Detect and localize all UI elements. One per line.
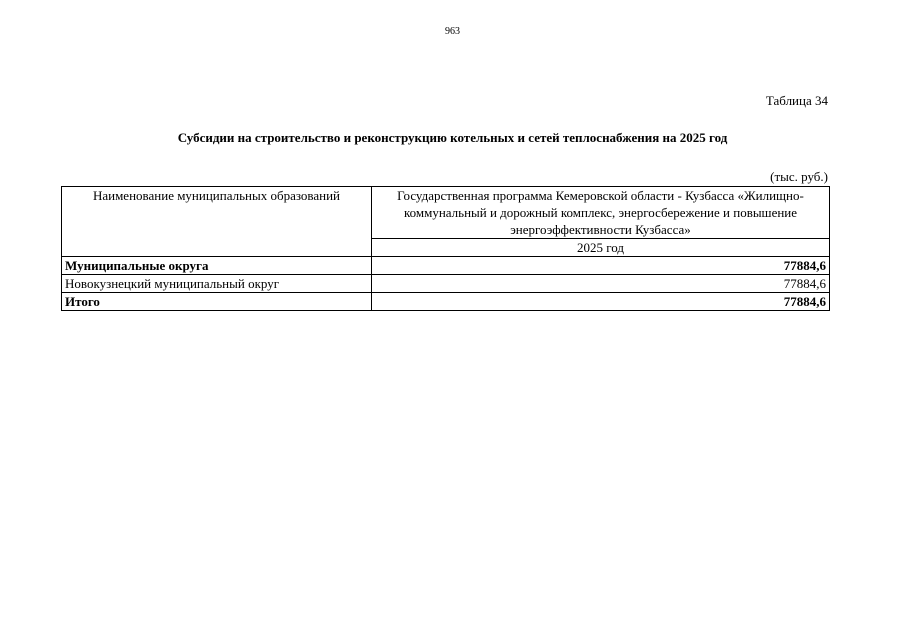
table-header-row bbox=[62, 187, 830, 239]
document-title: Субсидии на строительство и реконструкцию котельных и сетей теплоснабжения на 2025 год bbox=[177, 130, 728, 145]
header-program: Государственная программа Кемеровской области - Кузбасса «Жилищно-коммунальный и дорожный комплекс, энергосбережение и повышение энергоэффективности Кузбасса» bbox=[372, 187, 830, 239]
row-name: Новокузнецкий муниципальный округ bbox=[62, 275, 372, 293]
table-row bbox=[62, 275, 830, 293]
row-name: Итого bbox=[62, 293, 372, 311]
row-value: 77884,6 bbox=[372, 275, 830, 293]
units-label: (тыс. руб.) bbox=[770, 169, 828, 184]
row-value: 77884,6 bbox=[372, 257, 830, 275]
table-row-total bbox=[62, 293, 830, 311]
page-number: 963 bbox=[445, 26, 460, 37]
row-name: Муниципальные округа bbox=[62, 257, 372, 275]
subsidies-table bbox=[61, 186, 830, 311]
table-label: Таблица 34 bbox=[765, 93, 828, 108]
table-row bbox=[62, 257, 830, 275]
header-year: 2025 год bbox=[372, 239, 830, 257]
header-municipalities: Наименование муниципальных образований bbox=[62, 187, 372, 257]
row-value: 77884,6 bbox=[372, 293, 830, 311]
